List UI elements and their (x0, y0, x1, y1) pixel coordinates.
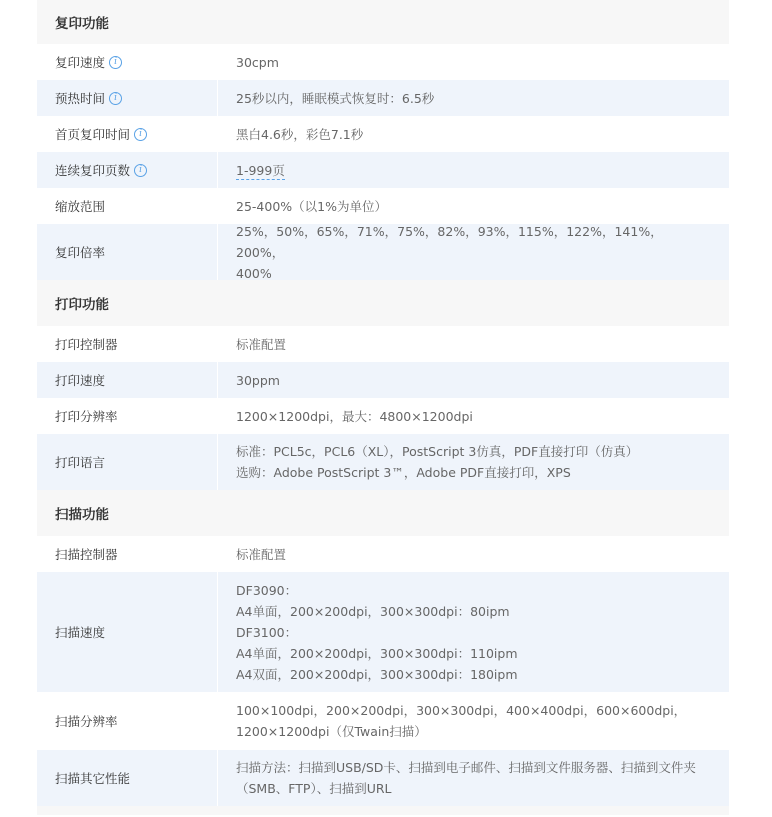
info-icon[interactable]: i (109, 92, 122, 105)
row-value-line: A4单面，200×200dpi，300×300dpi：110ipm (236, 645, 518, 661)
section-title-text: 复印功能 (55, 16, 109, 32)
row-label: 打印控制器 (55, 337, 118, 352)
spec-row-scan-controller (37, 536, 729, 572)
row-label: 连续复印页数 (55, 163, 131, 178)
row-label: 打印速度 (55, 373, 106, 388)
row-value-line: 选购：Adobe PostScript 3™，Adobe PDF直接打印，XPS (236, 465, 571, 480)
row-label: 扫描分辨率 (55, 714, 118, 729)
info-icon[interactable]: i (134, 164, 147, 177)
row-label: 首页复印时间 (55, 127, 131, 142)
row-value-line: 25%，50%，65%，71%，75%，82%，93%，115%，122%，141%，200%， (236, 223, 663, 260)
row-value-line: DF3090： (236, 582, 298, 598)
row-label: 扫描控制器 (55, 547, 118, 562)
spec-row-print-controller (37, 326, 729, 362)
section-title-copy (37, 0, 729, 44)
section-title-text: 扫描功能 (55, 507, 109, 523)
section-title-print (37, 280, 729, 326)
row-value: 25-400%（以1%为单位） (236, 198, 387, 214)
row-label: 缩放范围 (55, 199, 106, 214)
spec-row-continuous-copy (37, 152, 729, 188)
row-value: 1200×1200dpi，最大：4800×1200dpi (236, 408, 473, 424)
section-title-text: 打印功能 (55, 297, 109, 313)
spec-row-copy-speed (37, 44, 729, 80)
row-value: 25秒以内，睡眠模式恢复时：6.5秒 (236, 90, 435, 106)
spec-row-copy-ratio (37, 224, 729, 280)
row-label: 扫描其它性能 (55, 771, 131, 786)
next-section-edge (37, 806, 729, 815)
row-value: 30cpm (236, 54, 279, 70)
row-value-line: A4双面，200×200dpi，300×300dpi：180ipm (236, 666, 518, 682)
row-value: 标准配置 (236, 546, 287, 562)
row-value-line: 标准：PCL5c，PCL6（XL），PostScript 3仿真，PDF直接打印（仿真） (236, 444, 639, 459)
row-label: 打印分辨率 (55, 409, 118, 424)
row-label: 打印语言 (55, 455, 106, 470)
row-value-line: （SMB、FTP）、扫描到URL (236, 781, 392, 796)
spec-row-print-resolution (37, 398, 729, 434)
row-value-line: 1200×1200dpi（仅Twain扫描） (236, 724, 427, 739)
row-value-line: 扫描方法：扫描到USB/SD卡、扫描到电子邮件、扫描到文件服务器、扫描到文件夹 (236, 760, 696, 775)
section-title-scan (37, 490, 729, 536)
spec-row-zoom-range (37, 188, 729, 224)
row-value: 标准配置 (236, 336, 287, 352)
spec-row-first-copy-time (37, 116, 729, 152)
row-label: 扫描速度 (55, 625, 106, 640)
row-value-line: 400% (236, 265, 272, 281)
spec-row-print-speed (37, 362, 729, 398)
row-value: 黑白4.6秒，彩色7.1秒 (236, 126, 364, 142)
row-value: 30ppm (236, 372, 280, 388)
spec-table (37, 0, 729, 815)
row-label: 复印速度 (55, 55, 106, 70)
row-value-line: 100×100dpi，200×200dpi，300×300dpi，400×400dpi，600×600dpi， (236, 703, 687, 718)
row-label: 复印倍率 (55, 245, 106, 260)
row-value-line: A4单面，200×200dpi，300×300dpi：80ipm (236, 603, 510, 619)
spec-row-print-language (37, 434, 729, 490)
info-icon[interactable]: i (109, 56, 122, 69)
info-icon[interactable]: i (134, 128, 147, 141)
spec-row-scan-resolution (37, 692, 729, 750)
spec-row-scan-other (37, 750, 729, 806)
spec-row-scan-speed (37, 572, 729, 692)
spec-row-warmup-time (37, 80, 729, 116)
row-label: 预热时间 (55, 91, 106, 106)
continuous-copy-link[interactable]: 1-999页 (236, 162, 285, 178)
row-value-line: DF3100： (236, 624, 298, 640)
